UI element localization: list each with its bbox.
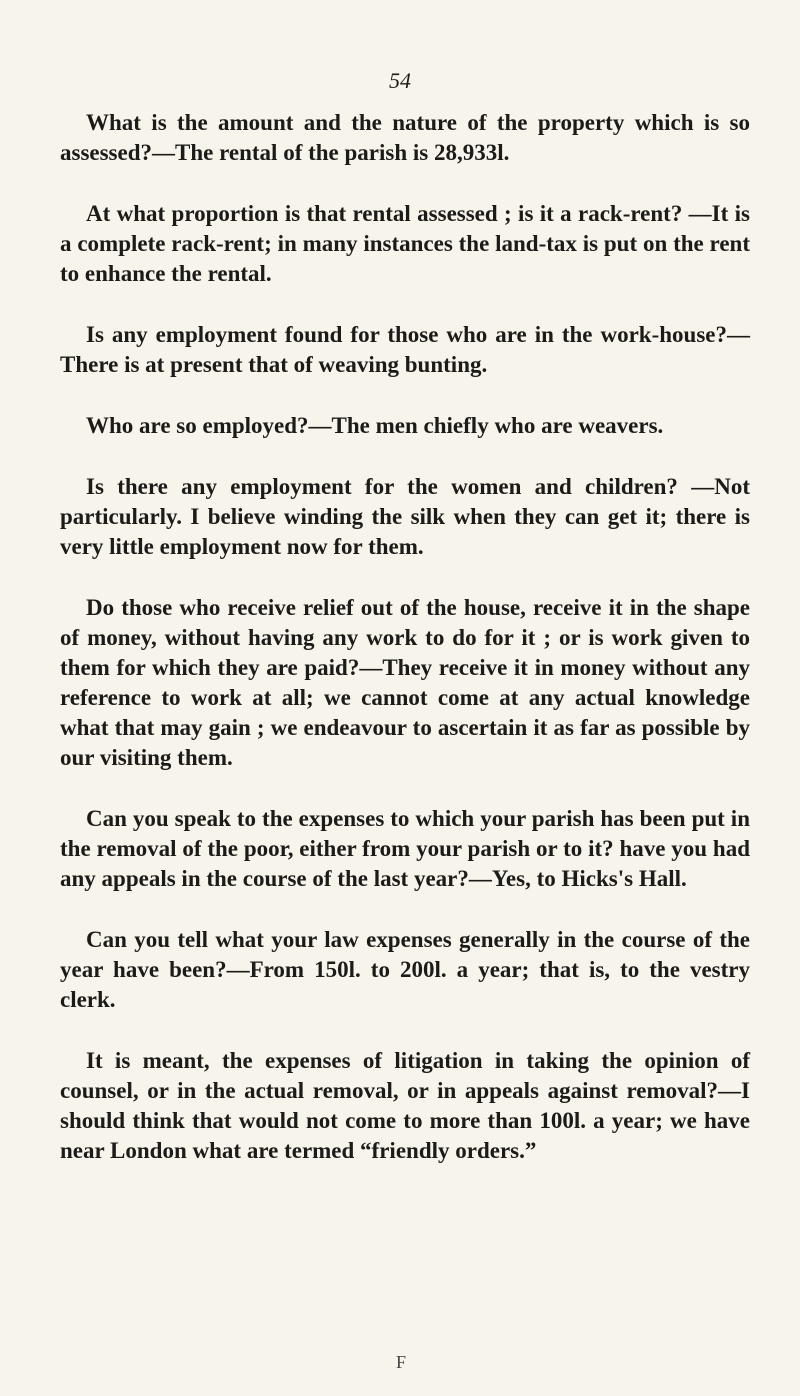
paragraph-women-children: Is there any employment for the women and children? —Not particularly. I believe winding the silk when they can get it; there is very little employment now for them. xyxy=(60,474,750,559)
paragraph-removal-expenses: Can you speak to the expenses to which your parish has been put in the removal of the poor, either from your parish or to it? have you had any appeals in the course of the last year?—Yes, to Hicks's Hall. xyxy=(60,806,750,891)
paragraph-workhouse-employment: Is any employment found for those who are in the work-house?—There is at present that of weaving bunting. xyxy=(60,322,750,377)
document-body xyxy=(60,108,750,1197)
paragraph-litigation: It is meant, the expenses of litigation in taking the opinion of counsel, or in the actual removal, or in appeals against removal?—I should think that would not come to more than 100l. a year; we have near London what are termed “friendly orders.” xyxy=(60,1048,750,1163)
paragraph-rental: What is the amount and the nature of the property which is so assessed?—The rental of the parish is 28,933l. xyxy=(60,110,750,165)
paragraph-employed: Who are so employed?—The men chiefly who are weavers. xyxy=(86,413,664,438)
paragraph-relief: Do those who receive relief out of the house, receive it in the shape of money, without having any work to do for it ; or is work given to them for which they are paid?—They receive it in money without any reference to work at all; we cannot come at any actual knowledge what that may gain ; we endeavour to ascertain it as far as possible by our visiting them. xyxy=(60,595,750,770)
paragraph-rack-rent: At what proportion is that rental assessed ; is it a rack-rent? —It is a complete rack-rent; in many instances the land-tax is put on the rent to enhance the rental. xyxy=(60,201,750,286)
footer-mark: F xyxy=(396,1352,407,1372)
page-number: 54 xyxy=(389,68,411,93)
paragraph-law-expenses: Can you tell what your law expenses generally in the course of the year have been?—From 150l. to 200l. a year; that is, to the vestry clerk. xyxy=(60,927,750,1012)
